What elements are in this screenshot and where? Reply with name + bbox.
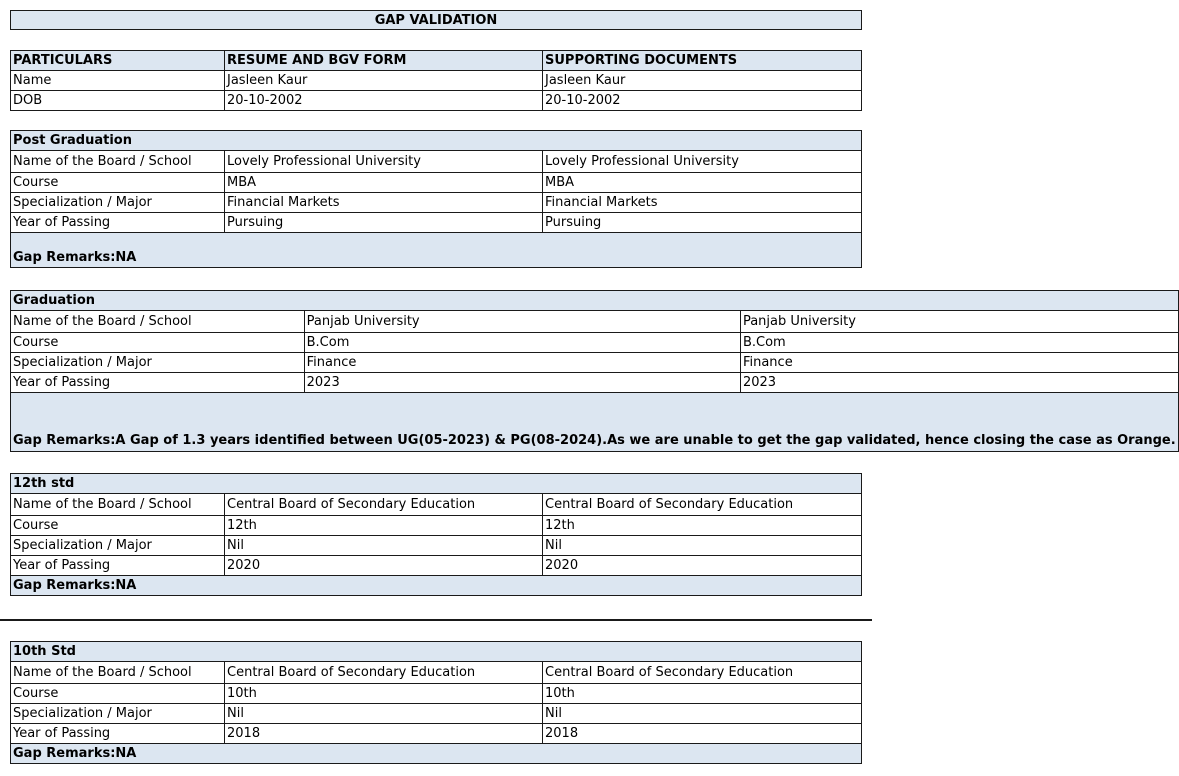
table-row (11, 213, 862, 233)
table-header-row (11, 51, 862, 71)
gap-remarks-row (11, 393, 1179, 452)
resume-value: Finance (304, 353, 740, 373)
twelfth-section (10, 473, 862, 596)
gap-remarks-row (11, 576, 862, 596)
supporting-value: Central Board of Secondary Education (543, 494, 862, 516)
section-heading: 12th std (11, 474, 862, 494)
resume-value: 2023 (304, 373, 740, 393)
resume-value: 12th (225, 516, 543, 536)
gap-remarks-row (11, 744, 862, 764)
table-row (11, 536, 862, 556)
section-heading-row (11, 474, 862, 494)
row-label: Specialization / Major (11, 704, 225, 724)
table-row (11, 353, 1179, 373)
resume-value: 20-10-2002 (225, 91, 543, 111)
gap-remarks: Gap Remarks:NA (11, 233, 862, 268)
row-label: Name of the Board / School (11, 662, 225, 684)
row-label: Name of the Board / School (11, 494, 225, 516)
resume-value: Nil (225, 704, 543, 724)
table-row (11, 333, 1179, 353)
row-label: Course (11, 333, 305, 353)
resume-value: Panjab University (304, 311, 740, 333)
graduation-section (10, 290, 1179, 452)
supporting-value: Jasleen Kaur (543, 71, 862, 91)
supporting-value: 2023 (740, 373, 1178, 393)
gap-remarks: Gap Remarks:NA (11, 576, 862, 596)
supporting-value: 2020 (543, 556, 862, 576)
supporting-value: MBA (543, 173, 862, 193)
particulars-table (10, 50, 862, 111)
stray-border-line (862, 352, 872, 353)
table-row (11, 373, 1179, 393)
table-row (11, 91, 862, 111)
resume-value: Central Board of Secondary Education (225, 662, 543, 684)
table-row (11, 193, 862, 213)
resume-value: Financial Markets (225, 193, 543, 213)
resume-value: B.Com (304, 333, 740, 353)
gap-remarks: Gap Remarks:NA (11, 744, 862, 764)
gap-remarks: Gap Remarks:A Gap of 1.3 years identified between UG(05-2023) & PG(08-2024).As we are unable to get the gap validated, hence closing the case as Orange. (11, 393, 1179, 452)
supporting-value: B.Com (740, 333, 1178, 353)
header-resume: RESUME AND BGV FORM (225, 51, 543, 71)
supporting-value: Nil (543, 536, 862, 556)
header-supporting: SUPPORTING DOCUMENTS (543, 51, 862, 71)
resume-value: Lovely Professional University (225, 151, 543, 173)
resume-value: 10th (225, 684, 543, 704)
row-label: Name of the Board / School (11, 151, 225, 173)
post-graduation-section (10, 130, 862, 268)
supporting-value: Nil (543, 704, 862, 724)
table-row (11, 71, 862, 91)
section-heading-row (11, 291, 1179, 311)
table-row (11, 151, 862, 173)
section-heading: Post Graduation (11, 131, 862, 151)
resume-value: MBA (225, 173, 543, 193)
row-label: Specialization / Major (11, 536, 225, 556)
table-row (11, 662, 862, 684)
page-divider (0, 619, 872, 621)
row-label: Year of Passing (11, 213, 225, 233)
supporting-value: Panjab University (740, 311, 1178, 333)
supporting-value: 12th (543, 516, 862, 536)
row-label: Name of the Board / School (11, 311, 305, 333)
supporting-value: Pursuing (543, 213, 862, 233)
page-title: GAP VALIDATION (10, 10, 862, 30)
table-row (11, 516, 862, 536)
resume-value: 2018 (225, 724, 543, 744)
tenth-section (10, 641, 862, 764)
section-heading-row (11, 642, 862, 662)
supporting-value: 2018 (543, 724, 862, 744)
section-heading-row (11, 131, 862, 151)
header-particulars: PARTICULARS (11, 51, 225, 71)
table-row (11, 704, 862, 724)
section-heading: 10th Std (11, 642, 862, 662)
resume-value: Nil (225, 536, 543, 556)
resume-value: Pursuing (225, 213, 543, 233)
stray-border-line (862, 332, 872, 333)
row-label: Course (11, 173, 225, 193)
gap-remarks-row (11, 233, 862, 268)
row-label: Specialization / Major (11, 193, 225, 213)
supporting-value: 20-10-2002 (543, 91, 862, 111)
row-label: Year of Passing (11, 724, 225, 744)
resume-value: 2020 (225, 556, 543, 576)
supporting-value: Lovely Professional University (543, 151, 862, 173)
supporting-value: Central Board of Secondary Education (543, 662, 862, 684)
table-row (11, 311, 1179, 333)
resume-value: Central Board of Secondary Education (225, 494, 543, 516)
resume-value: Jasleen Kaur (225, 71, 543, 91)
supporting-value: 10th (543, 684, 862, 704)
table-row (11, 724, 862, 744)
row-label: Course (11, 684, 225, 704)
section-heading: Graduation (11, 291, 1179, 311)
table-row (11, 494, 862, 516)
row-label: DOB (11, 91, 225, 111)
supporting-value: Finance (740, 353, 1178, 373)
row-label: Specialization / Major (11, 353, 305, 373)
table-row (11, 684, 862, 704)
row-label: Course (11, 516, 225, 536)
row-label: Name (11, 71, 225, 91)
row-label: Year of Passing (11, 373, 305, 393)
supporting-value: Financial Markets (543, 193, 862, 213)
table-row (11, 556, 862, 576)
table-row (11, 173, 862, 193)
row-label: Year of Passing (11, 556, 225, 576)
